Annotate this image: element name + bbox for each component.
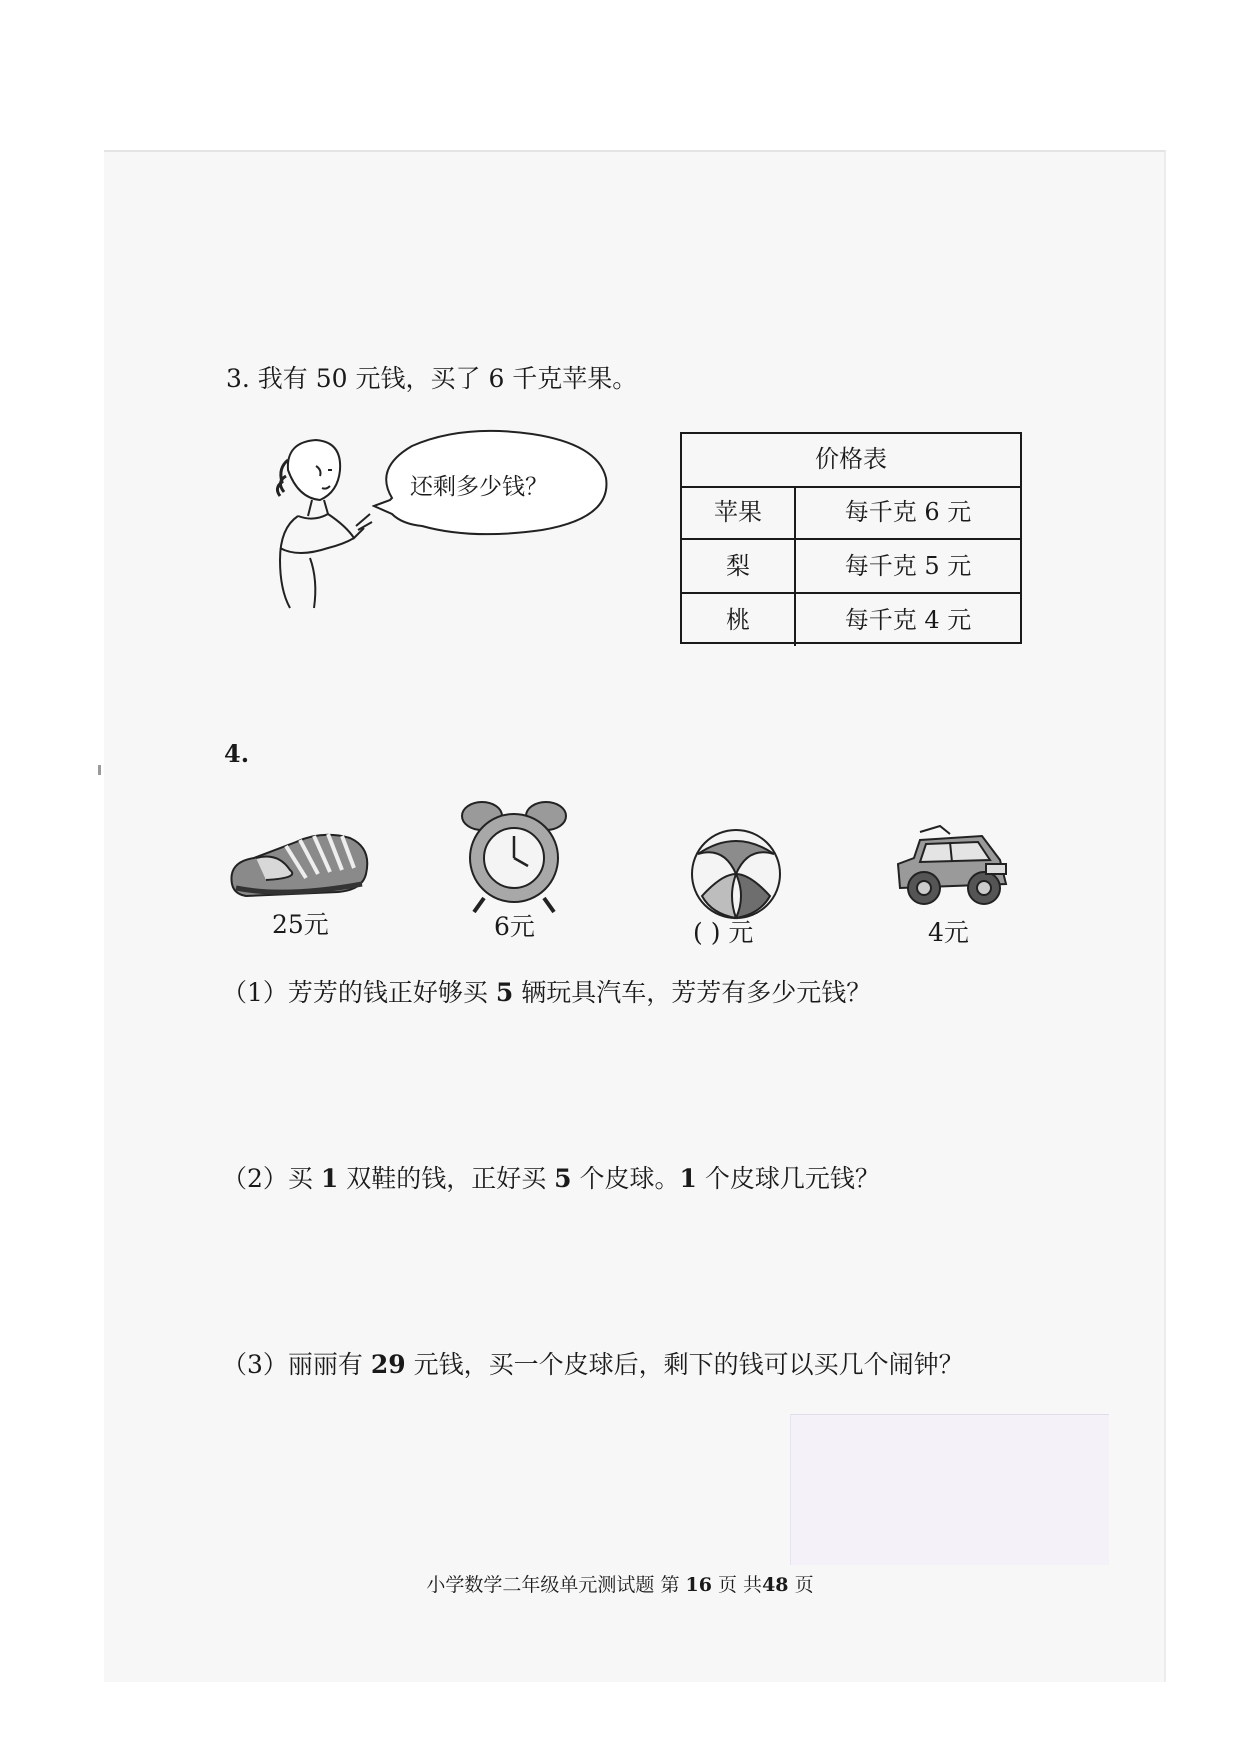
table-row xyxy=(682,540,1020,594)
sub-question-number-value: 1 xyxy=(320,1164,339,1193)
question-4-label: 4. xyxy=(224,739,250,768)
sub-question-text: 芳芳的钱正好够买 xyxy=(287,978,496,1007)
question-3-title: 3. 我有 50 元钱，买了 6 千克苹果。 xyxy=(226,364,638,393)
speech-text: 还剩多少钱？ xyxy=(410,474,548,500)
sub-question-number: （3） xyxy=(222,1350,288,1379)
sub-question-number-value: 5 xyxy=(495,978,514,1007)
fruit-name: 梨 xyxy=(682,540,796,592)
page-footer xyxy=(0,1576,1240,1595)
fruit-price: 每千克 4 元 xyxy=(844,606,972,634)
footer-text: 页 xyxy=(794,1574,814,1596)
scan-patch xyxy=(790,1414,1109,1565)
car-price: 4元 xyxy=(928,918,969,947)
sub-question-number-value: 5 xyxy=(554,1164,572,1193)
price-table-title: 价格表 xyxy=(682,434,1020,488)
fruit-name: 苹果 xyxy=(682,486,796,538)
alarm-clock-icon xyxy=(458,798,570,914)
sub-question-text: 丽丽有 xyxy=(287,1350,371,1379)
table-row xyxy=(682,594,1020,646)
ball-price: ( ) 元 xyxy=(693,918,754,947)
ball-icon xyxy=(688,826,784,922)
sub-question-text: 元钱，买一个皮球后，剩下的钱可以买几个闹钟？ xyxy=(405,1350,964,1379)
scan-speck xyxy=(98,765,101,775)
clock-price: 6元 xyxy=(494,912,535,941)
sub-question-3 xyxy=(222,1352,964,1377)
sub-question-number: （2） xyxy=(222,1164,288,1193)
sub-question-number: （1） xyxy=(222,978,288,1007)
toy-car-icon xyxy=(890,822,1014,914)
shoes-icon xyxy=(226,818,376,904)
table-row xyxy=(682,486,1020,540)
price-table xyxy=(680,432,1022,644)
fruit-price: 每千克 5 元 xyxy=(844,552,972,580)
shoes-price: 25元 xyxy=(272,910,329,939)
footer-total-pages: 48 xyxy=(762,1574,789,1596)
fruit-price: 每千克 6 元 xyxy=(844,498,972,526)
sub-question-number-value: 29 xyxy=(370,1350,406,1379)
fruit-name: 桃 xyxy=(682,594,796,646)
sub-question-number-value: 1 xyxy=(679,1164,697,1193)
footer-text: 小学数学二年级单元测试题 第 xyxy=(426,1574,680,1596)
sub-question-text: 辆玩具汽车，芳芳有多少元钱？ xyxy=(513,978,872,1007)
sub-question-1 xyxy=(222,980,871,1005)
sub-question-2 xyxy=(222,1166,880,1191)
sub-question-text: 个皮球。 xyxy=(571,1164,680,1193)
footer-text: 页 共 xyxy=(718,1574,763,1596)
footer-page-number: 16 xyxy=(685,1574,712,1596)
girl-illustration xyxy=(258,430,378,610)
sub-question-text: 双鞋的钱，正好买 xyxy=(338,1164,555,1193)
sub-question-text: 买 xyxy=(287,1164,321,1193)
sub-question-text: 个皮球几元钱？ xyxy=(696,1164,880,1193)
